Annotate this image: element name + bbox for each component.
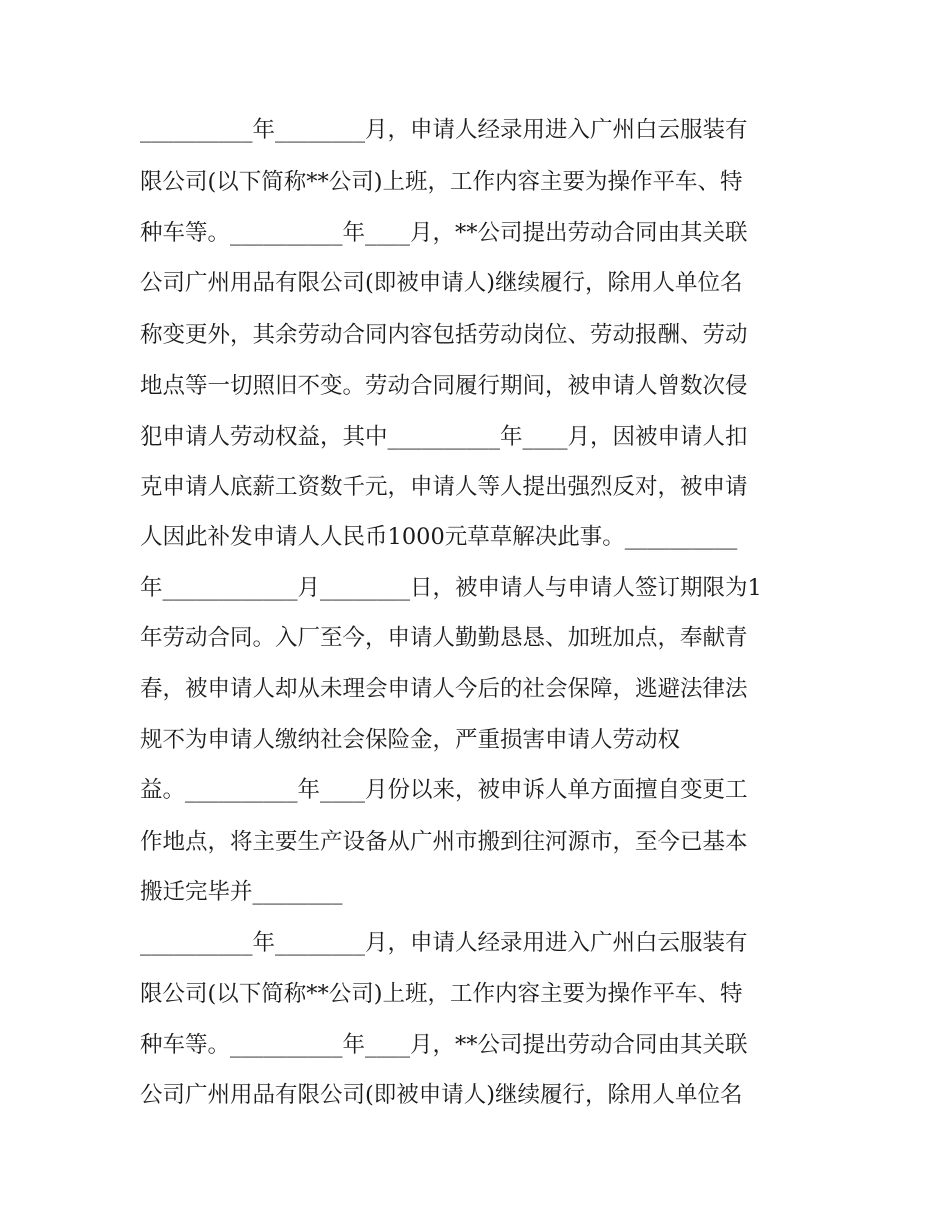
text-line: 作地点，将主要生产设备从广州市搬到往河源市，至今已基本: [140, 829, 748, 855]
text-line: 限公司(以下简称**公司)上班，工作内容主要为操作平车、特: [140, 169, 743, 195]
text-line: 限公司(以下简称**公司)上班，工作内容主要为操作平车、特: [140, 981, 743, 1007]
text-line: __________年________月，申请人经录用进入广州白云服装有: [140, 930, 748, 956]
text-line: 公司广州用品有限公司(即被申请人)继续履行，除用人单位名: [140, 1082, 743, 1108]
text-line: 春，被申请人却从未理会申请人今后的社会保障，逃避法律法: [140, 676, 748, 702]
text-line: 种车等。__________年____月，**公司提出劳动合同由其关联: [140, 1032, 748, 1058]
text-line: 规不为申请人缴纳社会保险金，严重损害申请人劳动权: [140, 727, 681, 753]
text-line: 人因此补发申请人人民币1000元草草解决此事。__________: [140, 524, 738, 550]
text-line: 称变更外，其余劳动合同内容包括劳动岗位、劳动报酬、劳动: [140, 322, 748, 348]
text-line: 克申请人底薪工资数千元，申请人等人提出强烈反对，被申请: [140, 474, 748, 500]
text-line: 年____________月________日，被申请人与申请人签订期限为1: [140, 575, 762, 601]
text-line: 益。__________年____月份以来，被申诉人单方面擅自变更工: [140, 777, 748, 803]
text-line: 种车等。__________年____月，**公司提出劳动合同由其关联: [140, 220, 748, 246]
text-line: 搬迁完毕并________: [140, 879, 343, 905]
text-line: 年劳动合同。入厂至今，申请人勤勤恳恳、加班加点，奉献青: [140, 625, 748, 651]
text-line: 犯申请人劳动权益，其中__________年____月，因被申请人扣: [140, 424, 748, 450]
text-line: __________年________月，申请人经录用进入广州白云服装有: [140, 117, 748, 143]
text-line: 公司广州用品有限公司(即被申请人)继续履行，除用人单位名: [140, 270, 743, 296]
text-line: 地点等一切照旧不变。劳动合同履行期间，被申请人曾数次侵: [140, 373, 748, 399]
